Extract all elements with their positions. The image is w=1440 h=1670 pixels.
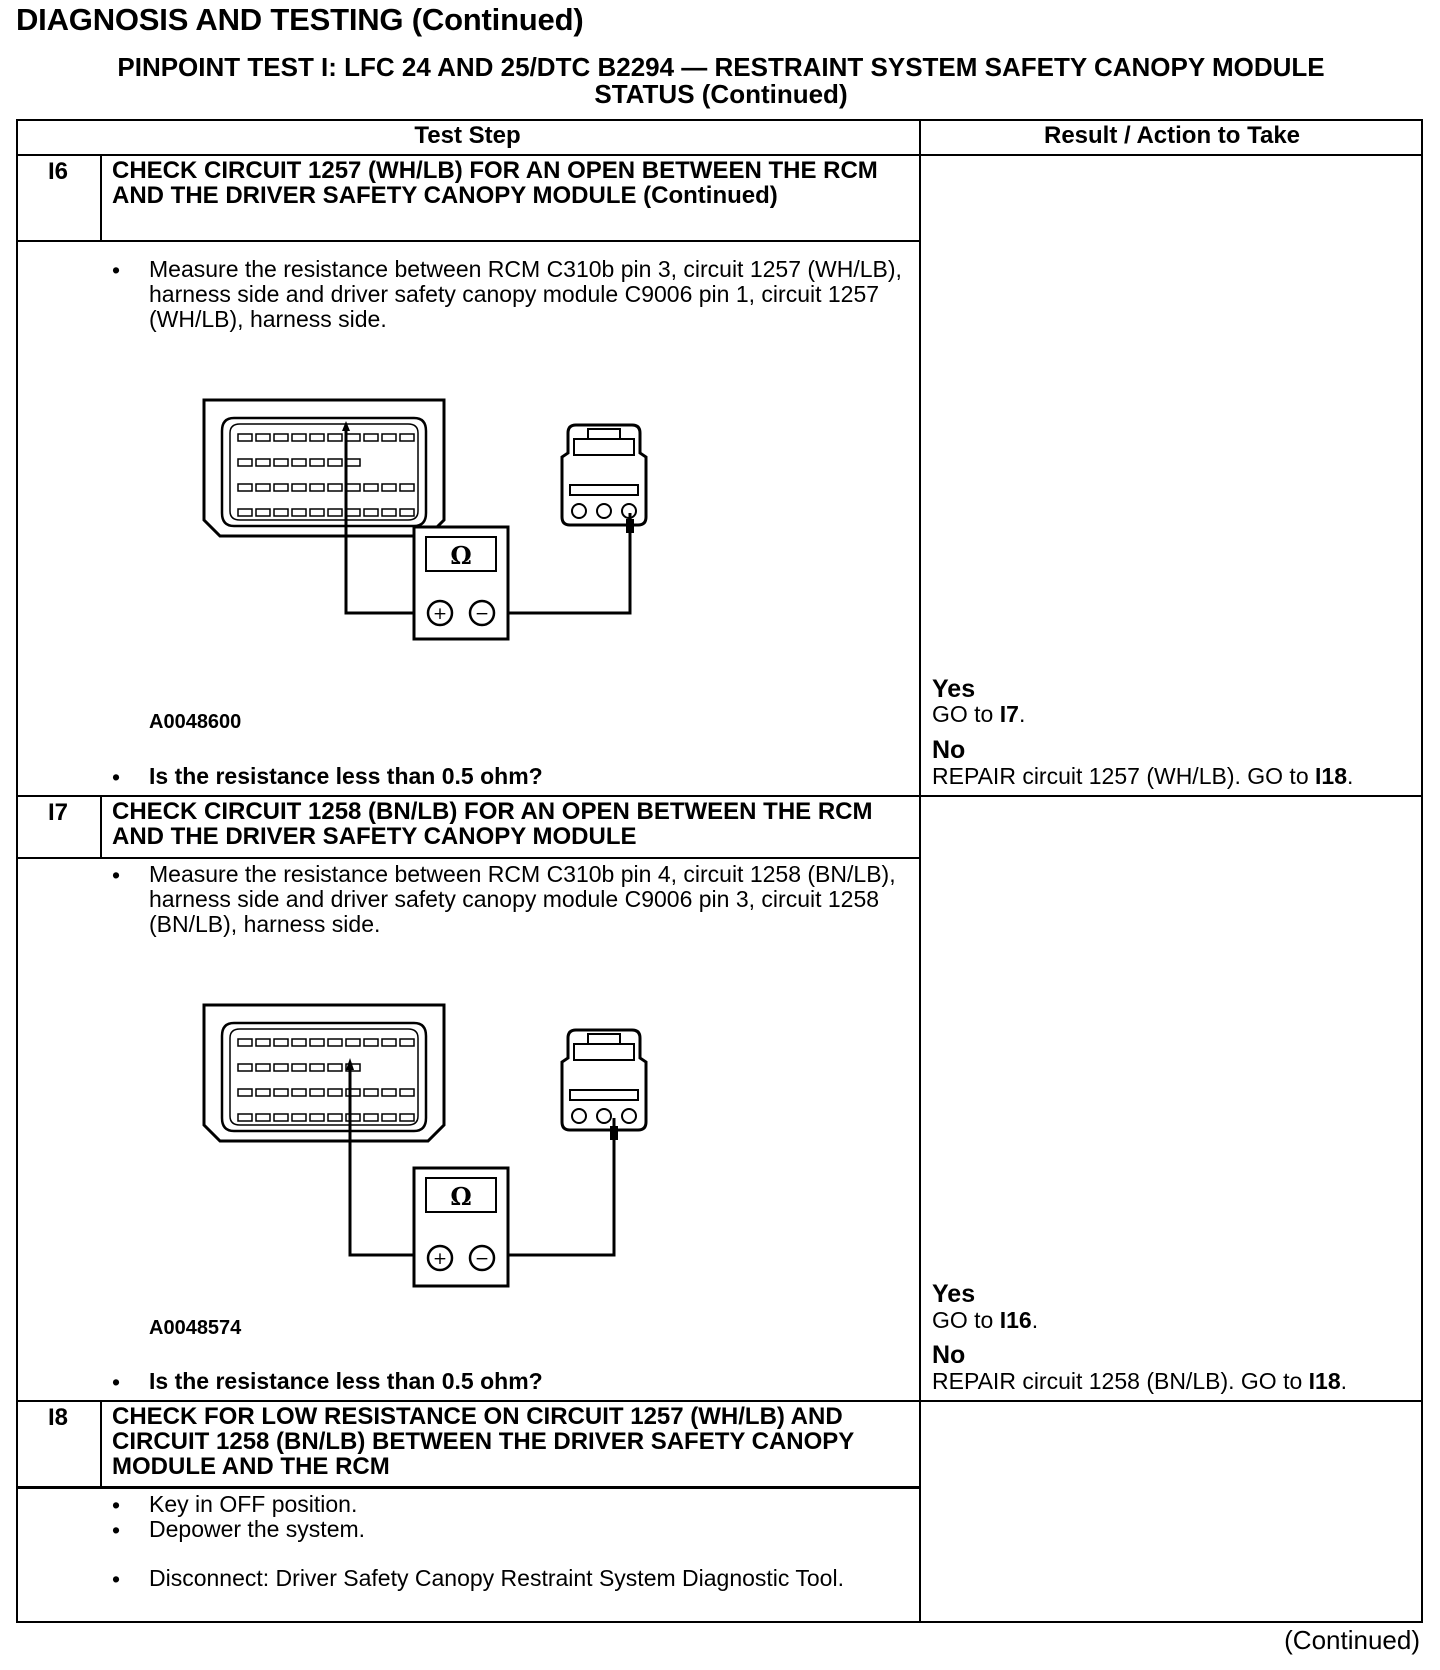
plus-sign: +: [432, 604, 448, 624]
step-id-divider: [100, 154, 102, 240]
bullet: •: [112, 1517, 121, 1543]
rcm-pin-row-2: [238, 1064, 360, 1071]
step-link[interactable]: I7: [999, 701, 1019, 727]
bullet: •: [112, 764, 121, 790]
canopy-pin-1: [572, 1109, 586, 1123]
continued-footer: (Continued): [1284, 1625, 1420, 1655]
header-test-step: Test Step: [414, 122, 521, 149]
figure-id-i7: A0048574: [149, 1317, 242, 1339]
wiring-diagram-i6: [190, 395, 710, 695]
step-instruction-i7: Measure the resistance between RCM C310b pin 4, circuit 1258 (BN/LB), harness side and driver safety canopy module C9006 pin 3, circuit 1258 (BN/LB), harness side.: [149, 861, 896, 937]
canopy-pin-3: [622, 1109, 636, 1123]
bullet: •: [112, 1492, 121, 1518]
step-title-i7: CHECK CIRCUIT 1258 (BN/LB) FOR AN OPEN BETWEEN THE RCM AND THE DRIVER SAFETY CANOPY MODULE: [112, 798, 873, 850]
no-action-i6: REPAIR circuit 1257 (WH/LB). GO to I18.: [932, 763, 1354, 789]
header-divider: [16, 154, 1423, 156]
step-id-i8: I8: [47, 1404, 68, 1431]
canopy-pin-2: [597, 504, 611, 518]
step-link[interactable]: I18: [1308, 1368, 1341, 1394]
row-divider: [16, 1400, 1423, 1402]
canopy-pin-2: [597, 1109, 611, 1123]
step-title-divider: [16, 857, 919, 859]
step-link[interactable]: I18: [1315, 763, 1347, 789]
step-title-i8: CHECK FOR LOW RESISTANCE ON CIRCUIT 1257 (WH/LB) AND CIRCUIT 1258 (BN/LB) BETWEEN THE DRIVER SAFETY CANOPY MODULE AND THE RCM: [112, 1403, 854, 1480]
step-bullet-i8-3: Disconnect: Driver Safety Canopy Restraint System Diagnostic Tool.: [149, 1565, 844, 1591]
no-action-i7: REPAIR circuit 1258 (BN/LB). GO to I18.: [932, 1368, 1348, 1394]
minus-sign: −: [474, 1249, 490, 1269]
canopy-pin-1: [572, 504, 586, 518]
header-result-action: Result / Action to Take: [1043, 122, 1301, 149]
step-bullet-i8-2: Depower the system.: [149, 1516, 366, 1542]
minus-sign: −: [474, 604, 490, 624]
step-title-i6: CHECK CIRCUIT 1257 (WH/LB) FOR AN OPEN BETWEEN THE RCM AND THE DRIVER SAFETY CANOPY MODULE (Continued): [112, 157, 878, 209]
pinpoint-test-title: [16, 54, 1426, 108]
wiring-diagram-i7: [190, 1000, 710, 1300]
no-label-i7: No: [932, 1341, 966, 1369]
bullet: •: [112, 862, 121, 888]
no-label-i6: No: [932, 736, 966, 764]
row-divider: [16, 795, 1423, 797]
step-id-divider: [100, 795, 102, 857]
pinpoint-test-title-line2: STATUS (Continued): [594, 79, 848, 109]
bullet: •: [112, 1566, 121, 1592]
page-title: DIAGNOSIS AND TESTING (Continued): [16, 2, 584, 37]
yes-label-i6: Yes: [932, 675, 976, 703]
step-bullet-i8-1: Key in OFF position.: [149, 1491, 358, 1517]
step-id-i6: I6: [47, 158, 68, 185]
step-question-i6: Is the resistance less than 0.5 ohm?: [149, 763, 543, 789]
step-title-divider: [16, 1486, 919, 1489]
figure-id-i6: A0048600: [149, 711, 242, 733]
step-id-divider: [100, 1400, 102, 1486]
bullet: •: [112, 257, 121, 283]
step-title-divider: [16, 240, 919, 242]
yes-label-i7: Yes: [932, 1280, 976, 1308]
pinpoint-test-title-line1: PINPOINT TEST I: LFC 24 AND 25/DTC B2294 — RESTRAINT SYSTEM SAFETY CANOPY MODULE: [117, 52, 1325, 82]
ohm-symbol: Ω: [450, 541, 472, 570]
ohm-symbol: Ω: [450, 1182, 472, 1211]
column-divider: [919, 119, 921, 1623]
step-question-i7: Is the resistance less than 0.5 ohm?: [149, 1368, 543, 1394]
bullet: •: [112, 1369, 121, 1395]
step-link[interactable]: I16: [999, 1307, 1032, 1333]
yes-action-i7: GO to I16.: [932, 1307, 1039, 1333]
yes-action-i6: GO to I7.: [932, 701, 1026, 727]
step-instruction-i6: Measure the resistance between RCM C310b pin 3, circuit 1257 (WH/LB), harness side and driver safety canopy module C9006 pin 1, circuit 1257 (WH/LB), harness side.: [149, 256, 902, 332]
rcm-pin-row-2: [238, 459, 360, 466]
plus-sign: +: [432, 1249, 448, 1269]
step-id-i7: I7: [47, 799, 68, 826]
